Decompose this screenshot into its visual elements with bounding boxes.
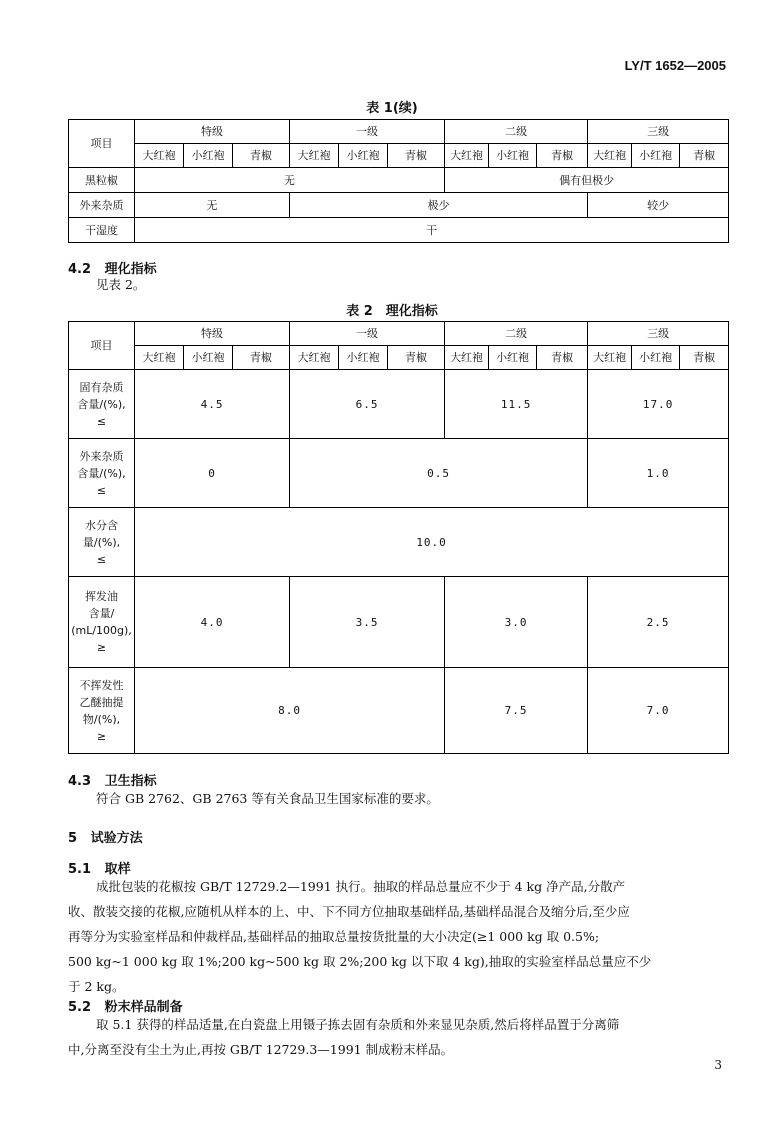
row-label-line: 含量/ bbox=[88, 607, 115, 620]
section-title: 理化指标 bbox=[104, 262, 157, 277]
paragraph-line: 取 5.1 获得的样品适量,在白瓷盘上用镊子拣去固有杂质和外来显见杂质,然后将样品置于分离筛 bbox=[96, 1017, 620, 1032]
row-label-line: ≥ bbox=[96, 729, 107, 743]
row-label-line: ≤ bbox=[96, 552, 107, 566]
table2-header-item: 项目 bbox=[69, 322, 135, 370]
table-cell: 3.0 bbox=[445, 577, 588, 668]
table2 bbox=[68, 321, 729, 754]
page-number: 3 bbox=[714, 1058, 722, 1072]
paragraph-line: 中,分离至没有尘土为止,再按 GB/T 12729.3—1991 制成粉末样品。 bbox=[68, 1042, 454, 1057]
table-cell: 无 bbox=[135, 168, 445, 193]
table2-caption: 表 2 理化指标 bbox=[346, 304, 438, 319]
paragraph-line: 于 2 kg。 bbox=[68, 979, 125, 994]
table-cell: 7.0 bbox=[588, 668, 729, 754]
table1-grade-header: 一级 bbox=[290, 120, 445, 144]
section-number: 4.2 bbox=[68, 262, 92, 277]
table-cell: 7.5 bbox=[445, 668, 588, 754]
table-row bbox=[69, 370, 729, 439]
table1-variety-header: 大红袍 bbox=[290, 144, 339, 168]
table-cell: 8.0 bbox=[135, 668, 445, 754]
row-label-line: 乙醚抽提 bbox=[79, 695, 124, 709]
table-cell: 2.5 bbox=[588, 577, 729, 668]
table-row bbox=[69, 193, 729, 218]
row-label: 黑粒椒 bbox=[69, 168, 135, 193]
table1-grade-header: 特级 bbox=[135, 120, 290, 144]
table-cell: 偶有但极少 bbox=[445, 168, 729, 193]
table1 bbox=[68, 119, 729, 243]
table2-variety-header: 大红袍 bbox=[135, 346, 184, 370]
row-label: 干湿度 bbox=[69, 218, 135, 243]
table-cell: 0.5 bbox=[290, 439, 588, 508]
row-label-line: 外来杂质 bbox=[79, 449, 124, 463]
section-number: 4.3 bbox=[68, 774, 92, 789]
table-row bbox=[69, 218, 729, 243]
table2-grade-header: 一级 bbox=[290, 322, 445, 346]
section-title: 取样 bbox=[104, 862, 131, 877]
table1-header-item: 项目 bbox=[69, 120, 135, 168]
row-label-line: 不挥发性 bbox=[79, 678, 124, 692]
section-number: 5.2 bbox=[68, 1000, 92, 1015]
row-label-line: ≤ bbox=[96, 483, 107, 497]
section-title: 粉末样品制备 bbox=[104, 1000, 183, 1015]
section-number: 5.1 bbox=[68, 862, 92, 877]
table1-variety-header: 小红袍 bbox=[184, 144, 233, 168]
table1-variety-header: 小红袍 bbox=[339, 144, 388, 168]
table1-variety-header: 小红袍 bbox=[632, 144, 680, 168]
table-cell: 4.0 bbox=[135, 577, 290, 668]
standard-number: LY/T 1652—2005 bbox=[624, 58, 726, 73]
section-5-2-body bbox=[68, 1012, 730, 1062]
paragraph-line: 再等分为实验室样品和仲裁样品,基础样品的抽取总量按货批量的大小决定(≥1 000 kg 取 0.5%; bbox=[68, 929, 600, 944]
row-label-line: 水分含 bbox=[85, 518, 118, 532]
section-5-1-body bbox=[68, 874, 730, 999]
section-5-heading bbox=[68, 827, 143, 846]
table-cell: 6.5 bbox=[290, 370, 445, 439]
table2-variety-header: 青椒 bbox=[388, 346, 445, 370]
row-label bbox=[69, 508, 135, 577]
row-label-line: ≤ bbox=[96, 414, 107, 428]
row-label bbox=[69, 577, 135, 668]
table-cell: 17.0 bbox=[588, 370, 729, 439]
table-row bbox=[69, 508, 729, 577]
table2-variety-header: 小红袍 bbox=[184, 346, 233, 370]
row-label: 外来杂质 bbox=[69, 193, 135, 218]
table1-variety-header: 青椒 bbox=[388, 144, 445, 168]
table1-variety-header: 大红袍 bbox=[445, 144, 489, 168]
row-label-line: ≥ bbox=[96, 641, 107, 654]
section-title: 试验方法 bbox=[90, 831, 143, 846]
table1-grade-header: 三级 bbox=[588, 120, 729, 144]
row-label bbox=[69, 668, 135, 754]
row-label-line: 含量/(%), bbox=[77, 466, 126, 480]
section-title: 卫生指标 bbox=[104, 774, 157, 789]
table1-caption: 表 1(续) bbox=[366, 101, 418, 116]
paragraph-line: 500 kg~1 000 kg 取 1%;200 kg~500 kg 取 2%;200 kg 以下取 4 kg),抽取的实验室样品总量应不少 bbox=[68, 954, 652, 969]
table-cell: 较少 bbox=[588, 193, 729, 218]
table-cell: 11.5 bbox=[445, 370, 588, 439]
table-cell: 干 bbox=[135, 218, 729, 243]
table1-variety-header: 青椒 bbox=[680, 144, 729, 168]
row-label-line: (mL/100g), bbox=[71, 624, 132, 637]
table1-variety-header: 小红袍 bbox=[489, 144, 537, 168]
table2-grade-header: 二级 bbox=[445, 322, 588, 346]
paragraph-line: 成批包装的花椒按 GB/T 12729.2—1991 执行。抽取的样品总量应不少于 4 kg 净产品,分散产 bbox=[96, 879, 626, 894]
row-label-line: 固有杂质 bbox=[79, 380, 124, 394]
section-number: 5 bbox=[68, 831, 78, 846]
paragraph-line: 收、散装交接的花椒,应随机从样本的上、中、下不同方位抽取基础样品,基础样品混合及缩分后,至少应 bbox=[68, 904, 630, 919]
row-label-line: 物/(%), bbox=[82, 712, 121, 726]
table2-grade-header: 特级 bbox=[135, 322, 290, 346]
table1-variety-header: 青椒 bbox=[233, 144, 290, 168]
table2-grade-header: 三级 bbox=[588, 322, 729, 346]
section-4-2-text: 见表 2。 bbox=[96, 277, 146, 292]
table2-variety-header: 小红袍 bbox=[632, 346, 680, 370]
table1-variety-header: 大红袍 bbox=[588, 144, 632, 168]
row-label bbox=[69, 439, 135, 508]
table-cell: 10.0 bbox=[135, 508, 729, 577]
table-row bbox=[69, 439, 729, 508]
table2-variety-header: 大红袍 bbox=[445, 346, 489, 370]
table1-variety-header: 大红袍 bbox=[135, 144, 184, 168]
table-row bbox=[69, 577, 729, 668]
row-label-line: 量/(%), bbox=[82, 535, 121, 549]
table2-variety-header: 小红袍 bbox=[339, 346, 388, 370]
table-cell: 4.5 bbox=[135, 370, 290, 439]
section-4-3-text: 符合 GB 2762、GB 2763 等有关食品卫生国家标准的要求。 bbox=[96, 791, 439, 806]
table2-variety-header: 青椒 bbox=[233, 346, 290, 370]
table2-variety-header: 大红袍 bbox=[588, 346, 632, 370]
table2-variety-header: 大红袍 bbox=[290, 346, 339, 370]
table2-variety-header: 小红袍 bbox=[489, 346, 537, 370]
table-cell: 0 bbox=[135, 439, 290, 508]
row-label-line: 挥发油 bbox=[85, 590, 118, 603]
table2-variety-header: 青椒 bbox=[537, 346, 588, 370]
table-row bbox=[69, 168, 729, 193]
row-label bbox=[69, 370, 135, 439]
table-cell: 极少 bbox=[290, 193, 588, 218]
table-cell: 1.0 bbox=[588, 439, 729, 508]
table-cell: 无 bbox=[135, 193, 290, 218]
table-cell: 3.5 bbox=[290, 577, 445, 668]
table1-variety-header: 青椒 bbox=[537, 144, 588, 168]
table2-variety-header: 青椒 bbox=[680, 346, 729, 370]
table1-grade-header: 二级 bbox=[445, 120, 588, 144]
row-label-line: 含量/(%), bbox=[77, 397, 126, 411]
table-row bbox=[69, 668, 729, 754]
